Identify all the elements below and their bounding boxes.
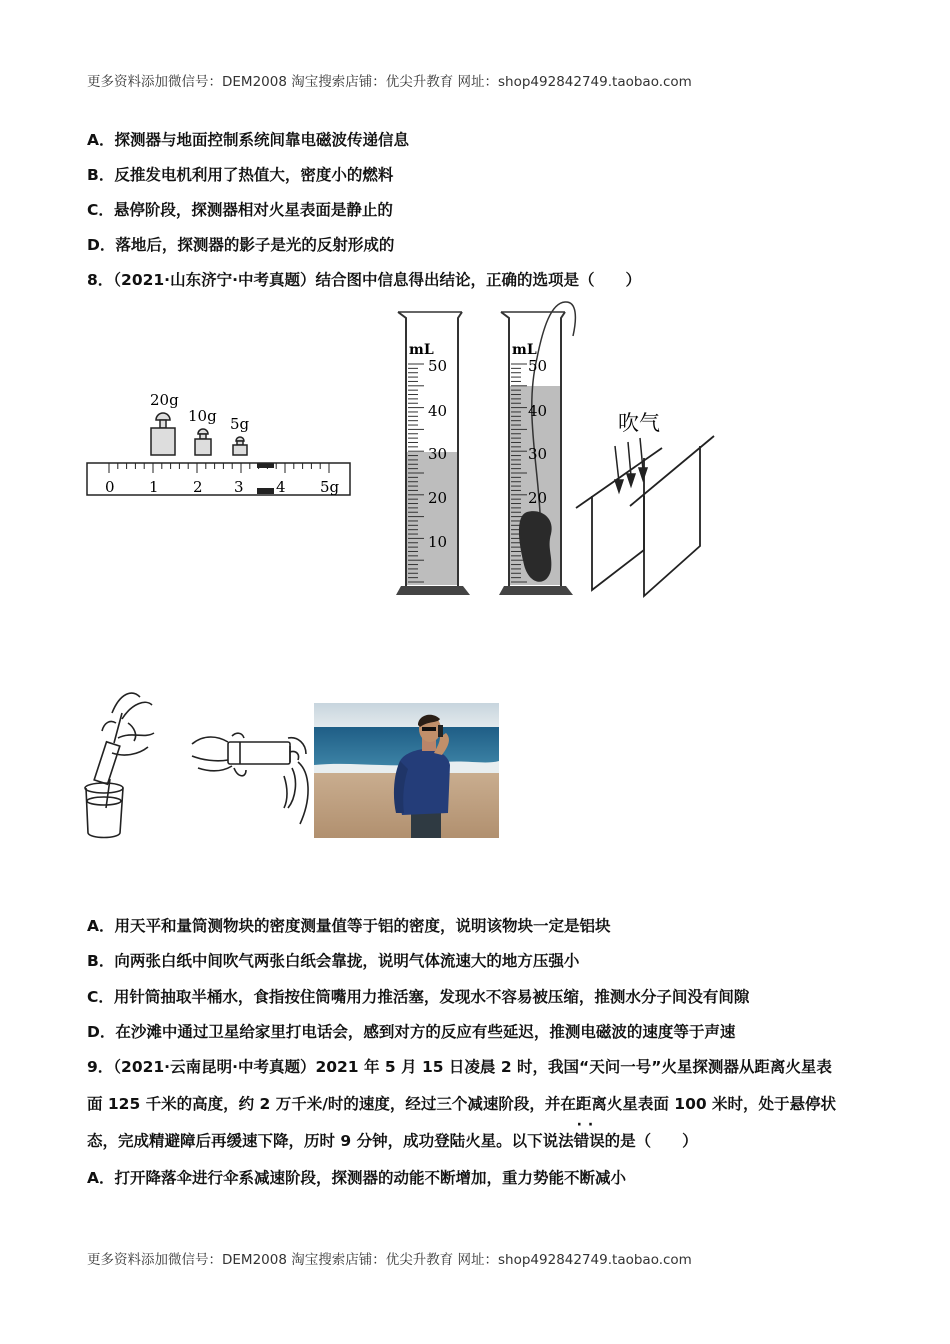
q9-stem-line3 (87, 1129, 698, 1151)
cylinder1-unit: mL (409, 342, 434, 358)
q8-option-d: D．在沙滩中通过卫星给家里打电话会，感到对方的反应有些延迟，推测电磁波的速度等于声速 (87, 1023, 736, 1041)
cylinder1-mark-30: 30 (428, 445, 448, 463)
q8-option-c: C．用针筒抽取半桶水，食指按住筒嘴用力推活塞，发现水不容易被压缩，推测水分子间没有间隙 (87, 988, 750, 1006)
ruler-label-3: 3 (234, 478, 244, 496)
q9-emphasis-wrong: ·· 错误 (574, 1129, 605, 1151)
syringe-push-figure (188, 728, 316, 833)
ruler-label-2: 2 (193, 478, 203, 496)
q7-option-b: B．反推发电机利用了热值大，密度小的燃料 (87, 166, 394, 184)
q9-stem-line3-pre: 态，完成精避障后再缓速下降，历时 9 分钟，成功登陆火星。以下说法 (87, 1132, 574, 1150)
q7-option-a: A．探测器与地面控制系统间靠电磁波传递信息 (87, 131, 409, 149)
paper-sheets-icon (576, 436, 714, 596)
syringe-beaker-figure (82, 683, 162, 841)
q9-option-a: A．打开降落伞进行伞系减速阶段，探测器的动能不断增加，重力势能不断减小 (87, 1169, 626, 1187)
weight-5g-icon (233, 437, 247, 455)
weight-20g-icon (151, 413, 175, 455)
q8-option-a: A．用天平和量筒测物块的密度测量值等于铝的密度，说明该物块一定是铝块 (87, 917, 611, 935)
blow-label: 吹气 (618, 411, 660, 435)
page-header: 更多资料添加微信号：DEM2008 淘宝搜索店铺：优尖升教育 网址：shop492842749.taobao.com (87, 74, 692, 90)
cylinder2-mark-40: 40 (528, 402, 548, 420)
weight-label-20g: 20g (150, 391, 179, 409)
page-footer: 更多资料添加微信号：DEM2008 淘宝搜索店铺：优尖升教育 网址：shop492842749.taobao.com (87, 1252, 692, 1268)
q8-option-b: B．向两张白纸中间吹气两张白纸会靠拢，说明气体流速大的地方压强小 (87, 952, 580, 970)
q7-option-c: C．悬停阶段，探测器相对火星表面是静止的 (87, 201, 393, 219)
weight-label-5g: 5g (230, 415, 250, 433)
weight-label-10g: 10g (188, 407, 217, 425)
cylinder2-mark-20: 20 (528, 489, 548, 507)
cylinder1-mark-40: 40 (428, 402, 448, 420)
beach-phone-photo (314, 703, 499, 838)
measuring-cylinder-1 (393, 310, 475, 600)
q8-stem: 8．（2021·山东济宁·中考真题）结合图中信息得出结论，正确的选项是（ ） (87, 271, 641, 289)
cylinder1-mark-50: 50 (428, 357, 448, 375)
q7-option-d: D．落地后，探测器的影子是光的反射形成的 (87, 236, 395, 254)
cylinder1-mark-10: 10 (428, 533, 448, 551)
ruler-icon (87, 463, 350, 495)
cylinder1-mark-20: 20 (428, 489, 448, 507)
ruler-label-1: 1 (149, 478, 159, 496)
balance-ruler-figure (82, 385, 357, 505)
q9-stem-line1: 9．（2021·云南昆明·中考真题）2021 年 5 月 15 日凌晨 2 时，我国“天问一号”火星探测器从距离火星表 (87, 1058, 832, 1076)
cylinder2-mark-50: 50 (528, 357, 548, 375)
q9-stem-line2: 面 125 千米的高度，约 2 万千米/时的速度，经过三个减速阶段，并在距离火星表面 100 米时，处于悬停状 (87, 1095, 837, 1113)
ruler-label-4: 4 (276, 478, 286, 496)
weight-10g-icon (195, 429, 211, 455)
q9-stem-line3-post: 的是（ ） (604, 1132, 698, 1150)
cylinder2-mark-30: 30 (528, 445, 548, 463)
blow-arrows-icon (615, 438, 647, 492)
cylinder2-unit: mL (512, 342, 537, 358)
ruler-label-5g: 5g (320, 478, 340, 496)
blow-paper-figure (572, 400, 722, 600)
ruler-label-0: 0 (105, 478, 115, 496)
